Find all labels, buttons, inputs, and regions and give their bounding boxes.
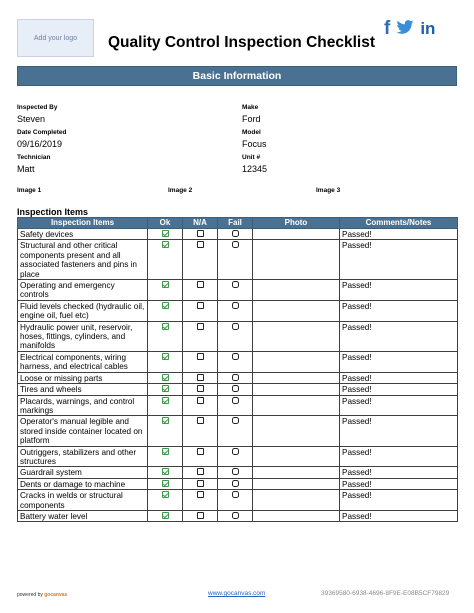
- photo-cell: [253, 446, 340, 467]
- table-header-row: [18, 218, 458, 229]
- ok-checkbox[interactable]: [162, 385, 169, 392]
- fail-checkbox[interactable]: [232, 417, 239, 424]
- column-header-comments: Comments/Notes: [340, 218, 458, 229]
- na-checkbox[interactable]: [197, 281, 204, 288]
- comment-cell: Passed!: [340, 510, 458, 521]
- comment-cell: Passed!: [340, 351, 458, 372]
- inspection-item-label: Battery water level: [18, 510, 148, 521]
- inspection-item-label: Safety devices: [18, 229, 148, 240]
- na-checkbox[interactable]: [197, 417, 204, 424]
- model-label: Model: [242, 129, 261, 136]
- image-2-label: Image 2: [168, 187, 193, 194]
- photo-cell: [253, 240, 340, 280]
- table-row: [18, 467, 458, 478]
- fail-checkbox[interactable]: [232, 281, 239, 288]
- ok-checkbox[interactable]: [162, 468, 169, 475]
- photo-cell: [253, 416, 340, 446]
- twitter-icon[interactable]: [396, 20, 414, 39]
- comment-cell: Passed!: [340, 446, 458, 467]
- na-checkbox[interactable]: [197, 468, 204, 475]
- date-completed-label: Date Completed: [17, 129, 67, 136]
- fail-checkbox[interactable]: [232, 512, 239, 519]
- photo-cell: [253, 321, 340, 351]
- inspection-item-label: Tires and wheels: [18, 384, 148, 395]
- comment-cell: Passed!: [340, 384, 458, 395]
- fail-checkbox[interactable]: [232, 353, 239, 360]
- photo-cell: [253, 395, 340, 416]
- inspection-item-label: Loose or missing parts: [18, 372, 148, 383]
- ok-checkbox[interactable]: [162, 512, 169, 519]
- table-row: [18, 510, 458, 521]
- fail-checkbox[interactable]: [232, 480, 239, 487]
- page-title: Quality Control Inspection Checklist: [108, 34, 375, 51]
- ok-checkbox[interactable]: [162, 302, 169, 309]
- inspection-items-title: Inspection Items: [17, 207, 89, 217]
- table-row: [18, 395, 458, 416]
- make-label: Make: [242, 104, 259, 111]
- inspection-item-label: Outriggers, stabilizers and other structures: [18, 446, 148, 467]
- photo-cell: [253, 478, 340, 489]
- comment-cell: Passed!: [340, 467, 458, 478]
- comment-cell: Passed!: [340, 490, 458, 511]
- model-value: Focus: [242, 139, 267, 149]
- logo-placeholder: [17, 19, 94, 57]
- na-checkbox[interactable]: [197, 302, 204, 309]
- table-row: [18, 229, 458, 240]
- ok-checkbox[interactable]: [162, 230, 169, 237]
- inspection-item-label: Dents or damage to machine: [18, 478, 148, 489]
- na-checkbox[interactable]: [197, 241, 204, 248]
- logo-placeholder-text: Add your logo: [33, 34, 78, 42]
- ok-checkbox[interactable]: [162, 480, 169, 487]
- document-id: 39369580-6938-4696-8F9E-E08B5CF79829: [321, 590, 450, 597]
- fail-checkbox[interactable]: [232, 448, 239, 455]
- comment-cell: Passed!: [340, 416, 458, 446]
- technician-value: Matt: [17, 164, 35, 174]
- na-checkbox[interactable]: [197, 512, 204, 519]
- table-row: [18, 490, 458, 511]
- fail-checkbox[interactable]: [232, 374, 239, 381]
- facebook-icon[interactable]: f: [384, 18, 391, 39]
- na-checkbox[interactable]: [197, 374, 204, 381]
- comment-cell: Passed!: [340, 395, 458, 416]
- na-checkbox[interactable]: [197, 491, 204, 498]
- fail-checkbox[interactable]: [232, 241, 239, 248]
- powered-by: [17, 592, 67, 598]
- inspection-item-label: Hydraulic power unit, reservoir, hoses, fittings, cylinders, and manifolds: [18, 321, 148, 351]
- gocanvas-brand: gocanvas: [44, 592, 68, 598]
- powered-by-text: powered by: [17, 592, 43, 598]
- basic-information-banner: Basic Information: [17, 66, 457, 86]
- fail-checkbox[interactable]: [232, 230, 239, 237]
- make-value: Ford: [242, 114, 261, 124]
- fail-checkbox[interactable]: [232, 302, 239, 309]
- column-header-item: Inspection Items: [18, 218, 148, 229]
- comment-cell: Passed!: [340, 300, 458, 321]
- column-header-na: N/A: [183, 218, 218, 229]
- table-row: [18, 321, 458, 351]
- ok-checkbox[interactable]: [162, 417, 169, 424]
- table-row: [18, 300, 458, 321]
- ok-checkbox[interactable]: [162, 323, 169, 330]
- table-row: [18, 280, 458, 301]
- ok-checkbox[interactable]: [162, 374, 169, 381]
- image-3-label: Image 3: [316, 187, 341, 194]
- column-header-ok: Ok: [148, 218, 183, 229]
- inspection-item-label: Structural and other critical components present and all associated fasteners and pins in place: [18, 240, 148, 280]
- table-row: [18, 351, 458, 372]
- gocanvas-link[interactable]: www.gocanvas.com: [208, 590, 266, 597]
- inspection-item-label: Operating and emergency controls: [18, 280, 148, 301]
- unit-label: Unit #: [242, 154, 261, 161]
- inspected-by-label: Inspected By: [17, 104, 58, 111]
- comment-cell: Passed!: [340, 321, 458, 351]
- inspected-by-value: Steven: [17, 114, 46, 124]
- technician-label: Technician: [17, 154, 51, 161]
- photo-cell: [253, 510, 340, 521]
- inspection-table: [17, 217, 458, 522]
- comment-cell: Passed!: [340, 372, 458, 383]
- photo-cell: [253, 490, 340, 511]
- fail-checkbox[interactable]: [232, 323, 239, 330]
- inspection-item-label: Placards, warnings, and control markings: [18, 395, 148, 416]
- comment-cell: Passed!: [340, 229, 458, 240]
- inspection-item-label: Electrical components, wiring harness, and electrical cables: [18, 351, 148, 372]
- photo-cell: [253, 372, 340, 383]
- na-checkbox[interactable]: [197, 353, 204, 360]
- social-links: [384, 18, 435, 40]
- twitter-bird-icon: [396, 20, 414, 34]
- comment-cell: Passed!: [340, 478, 458, 489]
- photo-cell: [253, 351, 340, 372]
- table-row: [18, 416, 458, 446]
- table-row: [18, 384, 458, 395]
- na-checkbox[interactable]: [197, 397, 204, 404]
- comment-cell: Passed!: [340, 240, 458, 280]
- table-row: [18, 372, 458, 383]
- inspection-item-label: Guardrail system: [18, 467, 148, 478]
- inspection-item-label: Operator's manual legible and stored inside container located on platform: [18, 416, 148, 446]
- linkedin-icon[interactable]: in: [420, 19, 436, 38]
- photo-cell: [253, 229, 340, 240]
- na-checkbox[interactable]: [197, 385, 204, 392]
- ok-checkbox[interactable]: [162, 448, 169, 455]
- ok-checkbox[interactable]: [162, 397, 169, 404]
- fail-checkbox[interactable]: [232, 468, 239, 475]
- ok-checkbox[interactable]: [162, 241, 169, 248]
- ok-checkbox[interactable]: [162, 281, 169, 288]
- photo-cell: [253, 300, 340, 321]
- fail-checkbox[interactable]: [232, 491, 239, 498]
- column-header-fail: Fail: [218, 218, 253, 229]
- date-completed-value: 09/16/2019: [17, 139, 63, 149]
- inspection-item-label: Cracks in welds or structural components: [18, 490, 148, 511]
- na-checkbox[interactable]: [197, 230, 204, 237]
- table-row: [18, 240, 458, 280]
- column-header-photo: Photo: [253, 218, 340, 229]
- na-checkbox[interactable]: [197, 448, 204, 455]
- table-row: [18, 446, 458, 467]
- table-row: [18, 478, 458, 489]
- unit-value: 12345: [242, 164, 268, 174]
- fail-checkbox[interactable]: [232, 397, 239, 404]
- na-checkbox[interactable]: [197, 480, 204, 487]
- photo-cell: [253, 384, 340, 395]
- image-1-label: Image 1: [17, 187, 42, 194]
- comment-cell: Passed!: [340, 280, 458, 301]
- ok-checkbox[interactable]: [162, 353, 169, 360]
- ok-checkbox[interactable]: [162, 491, 169, 498]
- photo-cell: [253, 467, 340, 478]
- na-checkbox[interactable]: [197, 323, 204, 330]
- photo-cell: [253, 280, 340, 301]
- inspection-item-label: Fluid levels checked (hydraulic oil, engine oil, fuel etc): [18, 300, 148, 321]
- fail-checkbox[interactable]: [232, 385, 239, 392]
